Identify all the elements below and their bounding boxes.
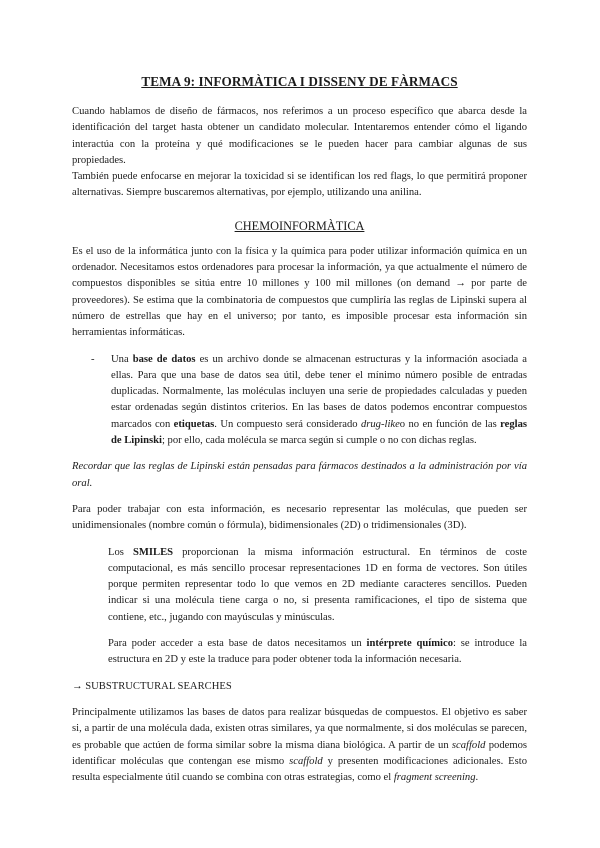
substructural-paragraph: Principalmente utilizamos las bases de datos para realizar búsquedas de compuestos. El objetivo es saber si, a partir de una molécula dada, existen otras similares, ya que normalmente, si dos moléculas se parecen, es probable que actúen de forma similar sobre la misma diana biológica. A partir de un scaffold podemos identificar moléculas que contengan ese mismo scaffold y presenten modificaciones adicionales. Esto resulta especialmente útil cuando se combina con otras estrategias, como el fragment screening.: [72, 706, 527, 784]
intro-paragraph-2: También puede enfocarse en mejorar la toxicidad si se identifican los red flags, lo que permitirá proponer alternativas. Siempre buscaremos alternativas, por ejemplo, utilizando una anilina.: [72, 171, 527, 199]
intro-paragraph-1: Cuando hablamos de diseño de fármacos, nos referimos a un proceso específico que abarca desde la identificación del target hasta obtener un candidato molecular. Intentaremos entender cómo el ligando interactúa con la proteína y qué modificaciones se le pueden hacer para cambiar algunas de sus propiedades.: [72, 106, 527, 166]
term-drug-like: drug-like: [360, 418, 400, 430]
term-interprete-quimico: intérprete químico: [366, 638, 453, 650]
document-page: [72, 70, 527, 786]
term-scaffold-1: scaffold: [451, 739, 486, 751]
term-scaffold-2: scaffold: [289, 755, 323, 767]
list-item-database: [72, 352, 527, 450]
term-etiquetas: etiquetas: [173, 418, 215, 430]
bullet-dash: -: [91, 353, 95, 365]
smiles-block: [72, 545, 527, 669]
term-base-de-datos: base de datos: [132, 353, 196, 365]
database-paragraph: Una base de datos es un archivo donde se almacenan estructuras y la información asociada a ellas. Para que una base de datos sea útil, debe tener el mínimo número posible de entradas duplicadas. Normalmente, las moléculas incluyen una serie de propiedades calculadas y pueden estar ordenadas según distintos criterios. En las bases de datos podemos encontrar compuestos marcados con etiquetas. Un compuesto será considerado drug-likeo no en función de las reglas de Lipinski; por ello, cada molécula se marca según si cumple o no con dichas reglas.: [111, 353, 528, 447]
document-title: TEMA 9: INFORMÀTICA I DISSENY DE FÀRMACS: [141, 74, 458, 89]
chemo-paragraph: Es el uso de la informática junto con la física y la química para poder utilizar información química en un ordenador. Necesitamos estos ordenadores para procesar la información, ya que actualmente el número de compuestos disponibles se sitúa entre 10 millones y 100 mil millones (on demand → por parte de proveedores). Se estima que la combinatoria de compuestos que cumpliría las reglas de Lipinski supera al número de estrellas que hay en el universo; por tanto, es imposible procesar esta información sin herramientas informáticas.: [72, 245, 527, 339]
bullet-list: [72, 352, 527, 450]
term-smiles: SMILES: [132, 546, 174, 558]
smiles-paragraph: Los SMILES proporcionan la misma información estructural. En términos de coste computacional, es más sencillo procesar representaciones 1D en forma de vectores. Son útiles porque permiten representar todo lo que vemos en 2D mediante caracteres sencillos. Pueden indicar si una molécula tiene carga o no, si presenta ramificaciones, el tipo de sistema que contiene, etc., jugando con mayúsculas y minúsculas.: [108, 546, 527, 623]
section-heading-chemoinformatica: CHEMOINFORMÀTICA: [234, 218, 365, 233]
representation-paragraph: Para poder trabajar con esta información, es necesario representar las moléculas, que pueden ser unidimensionales (nombre común o fórmula), bidimensionales (2D) o tridimensionales (3D).: [72, 503, 527, 532]
interpreter-paragraph: Para poder acceder a esta base de datos necesitamos un intérprete químico: se introduce la estructura en 2D y este la traduce para poder obtener toda la información necesaria.: [108, 638, 527, 666]
lipinski-note: Recordar que las reglas de Lipinski están pensadas para fármacos destinados a la administración por vía oral.: [72, 461, 527, 489]
term-fragment-screening: fragment screening: [393, 772, 476, 784]
substructural-searches-heading: → SUBSTRUCTURAL SEARCHES: [72, 680, 232, 692]
term-reglas-lipinski: reglas de Lipinski: [111, 418, 528, 447]
